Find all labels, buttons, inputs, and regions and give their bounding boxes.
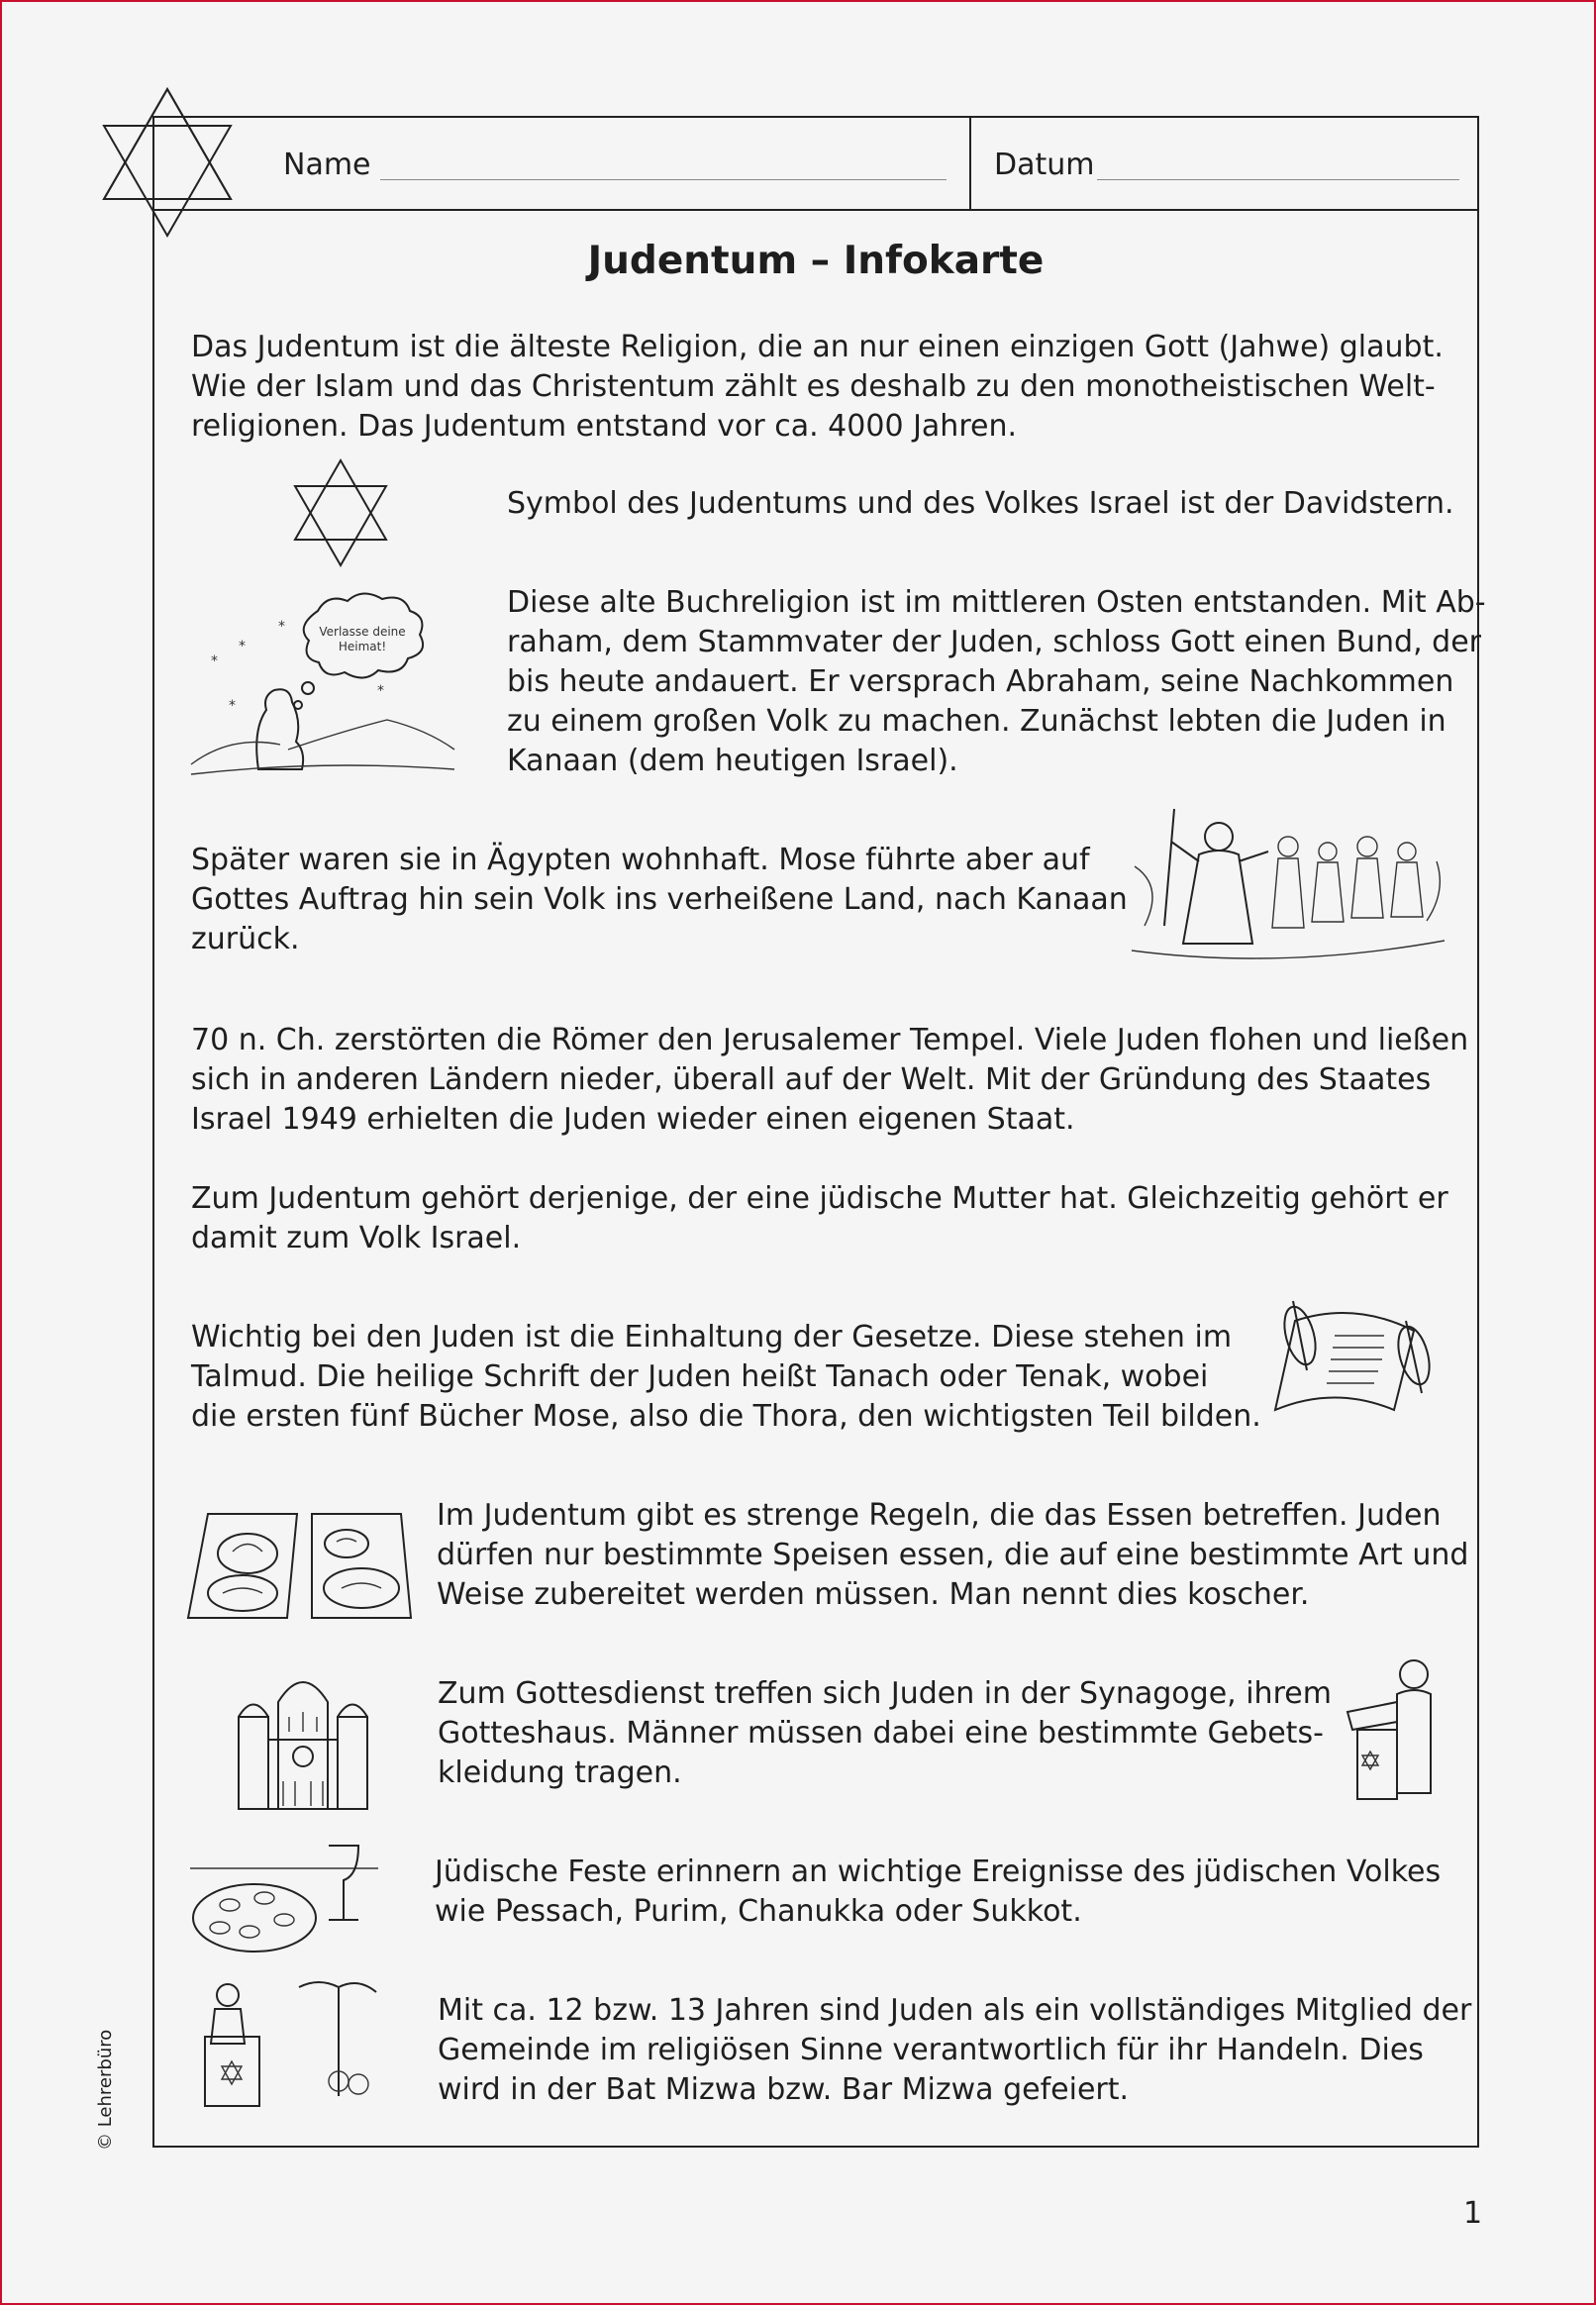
header-divider: [969, 118, 971, 209]
header-row: [154, 118, 1477, 211]
svg-text:*: *: [211, 653, 218, 669]
davidstern-paragraph: Symbol des Judentums und des Volkes Israel ist der Davidstern.: [507, 486, 1454, 521]
date-label: Datum: [994, 148, 1095, 182]
synagoge-paragraph: Zum Gottesdienst treffen sich Juden in der Synagoge, ihrem Gotteshaus. Männer müssen dabei eine bestimmte Gebets- kleidung tragen.: [438, 1676, 1332, 1790]
kosher-food-trays-icon: [188, 1504, 416, 1623]
page-title: Judentum – Infokarte: [587, 239, 1045, 283]
svg-text:*: *: [278, 619, 285, 635]
rabbi-lectern-icon: [1343, 1653, 1451, 1801]
feste-paragraph: Jüdische Feste erinnern an wichtige Ereignisse des jüdischen Volkes wie Pessach, Purim, Chanukka oder Sukkot.: [435, 1854, 1442, 1929]
bar-mizwa-paragraph: Mit ca. 12 bzw. 13 Jahren sind Juden als ein vollständiges Mitglied der Gemeinde im religiösen Sinne verantwortlich für ihr Handeln. Dies wird in der Bat Mizwa bzw. Bar Mizwa gefeiert.: [438, 1993, 1472, 2107]
copyright-notice: © Lehrerbüro: [95, 2029, 116, 2151]
buchreligion-paragraph: Diese alte Buchreligion ist im mittleren Osten entstanden. Mit Ab- raham, dem Stammvater der Juden, schloss Gott einen Bund, der bis heute andauert. Er versprach Abraham, seine Nachkommen zu einem großen Volk zu machen. Zunächst lebten die Juden in Kanaan (dem heutigen Israel).: [507, 585, 1486, 778]
svg-text:*: *: [377, 683, 384, 699]
tempel-paragraph: 70 n. Ch. zerstörten die Römer den Jerusalemer Tempel. Viele Juden flohen und ließen sich in anderen Ländern nieder, überall auf der Welt. Mit der Gründung des Staates Israel 1949 erhielten die Juden wieder einen eigenen Staat.: [191, 1023, 1469, 1137]
gesetze-paragraph: Wichtig bei den Juden ist die Einhaltung der Gesetze. Diese stehen im Talmud. Die heilige Schrift der Juden heißt Tanach oder Tenak, wobei die ersten fünf Bücher Mose, also die Thora, den wichtigsten Teil bilden.: [191, 1320, 1261, 1434]
name-label: Name: [283, 148, 371, 182]
date-field[interactable]: [1097, 179, 1459, 180]
svg-text:Heimat!: Heimat!: [338, 640, 387, 653]
bar-mitzvah-icon: [190, 1977, 378, 2116]
star-of-david-icon: [291, 458, 390, 567]
mutter-paragraph: Zum Judentum gehört derjenige, der eine jüdische Mutter hat. Gleichzeitig gehört er damit zum Volk Israel.: [191, 1181, 1448, 1255]
intro-paragraph: Das Judentum ist die älteste Religion, die an nur einen einzigen Gott (Jahwe) glaubt. Wie der Islam und das Christentum zählt es deshalb zu den monotheistischen Welt- religionen. Das Judentum entstand vor ca. 4000 Jahren.: [191, 330, 1444, 444]
svg-text:Verlasse deine: Verlasse deine: [319, 625, 406, 639]
synagogue-icon: [234, 1662, 372, 1811]
svg-text:*: *: [239, 639, 246, 654]
moses-exodus-icon: [1130, 807, 1446, 965]
abraham-praying-icon: [189, 591, 456, 779]
name-field[interactable]: [380, 179, 947, 180]
info-card: [152, 116, 1486, 2148]
page-number: 1: [1463, 2196, 1483, 2231]
svg-text:*: *: [229, 698, 236, 714]
aegypten-paragraph: Später waren sie in Ägypten wohnhaft. Mose führte aber auf Gottes Auftrag hin sein Volk ins verheißene Land, nach Kanaan zurück.: [191, 843, 1128, 956]
seder-plate-icon: [190, 1841, 378, 1959]
torah-scroll-icon: [1255, 1296, 1444, 1425]
koscher-paragraph: Im Judentum gibt es strenge Regeln, die das Essen betreffen. Juden dürfen nur bestimmte Speisen essen, die auf eine bestimmte Art und Weise zubereitet werden müssen. Man nennt dies koscher.: [437, 1498, 1469, 1612]
